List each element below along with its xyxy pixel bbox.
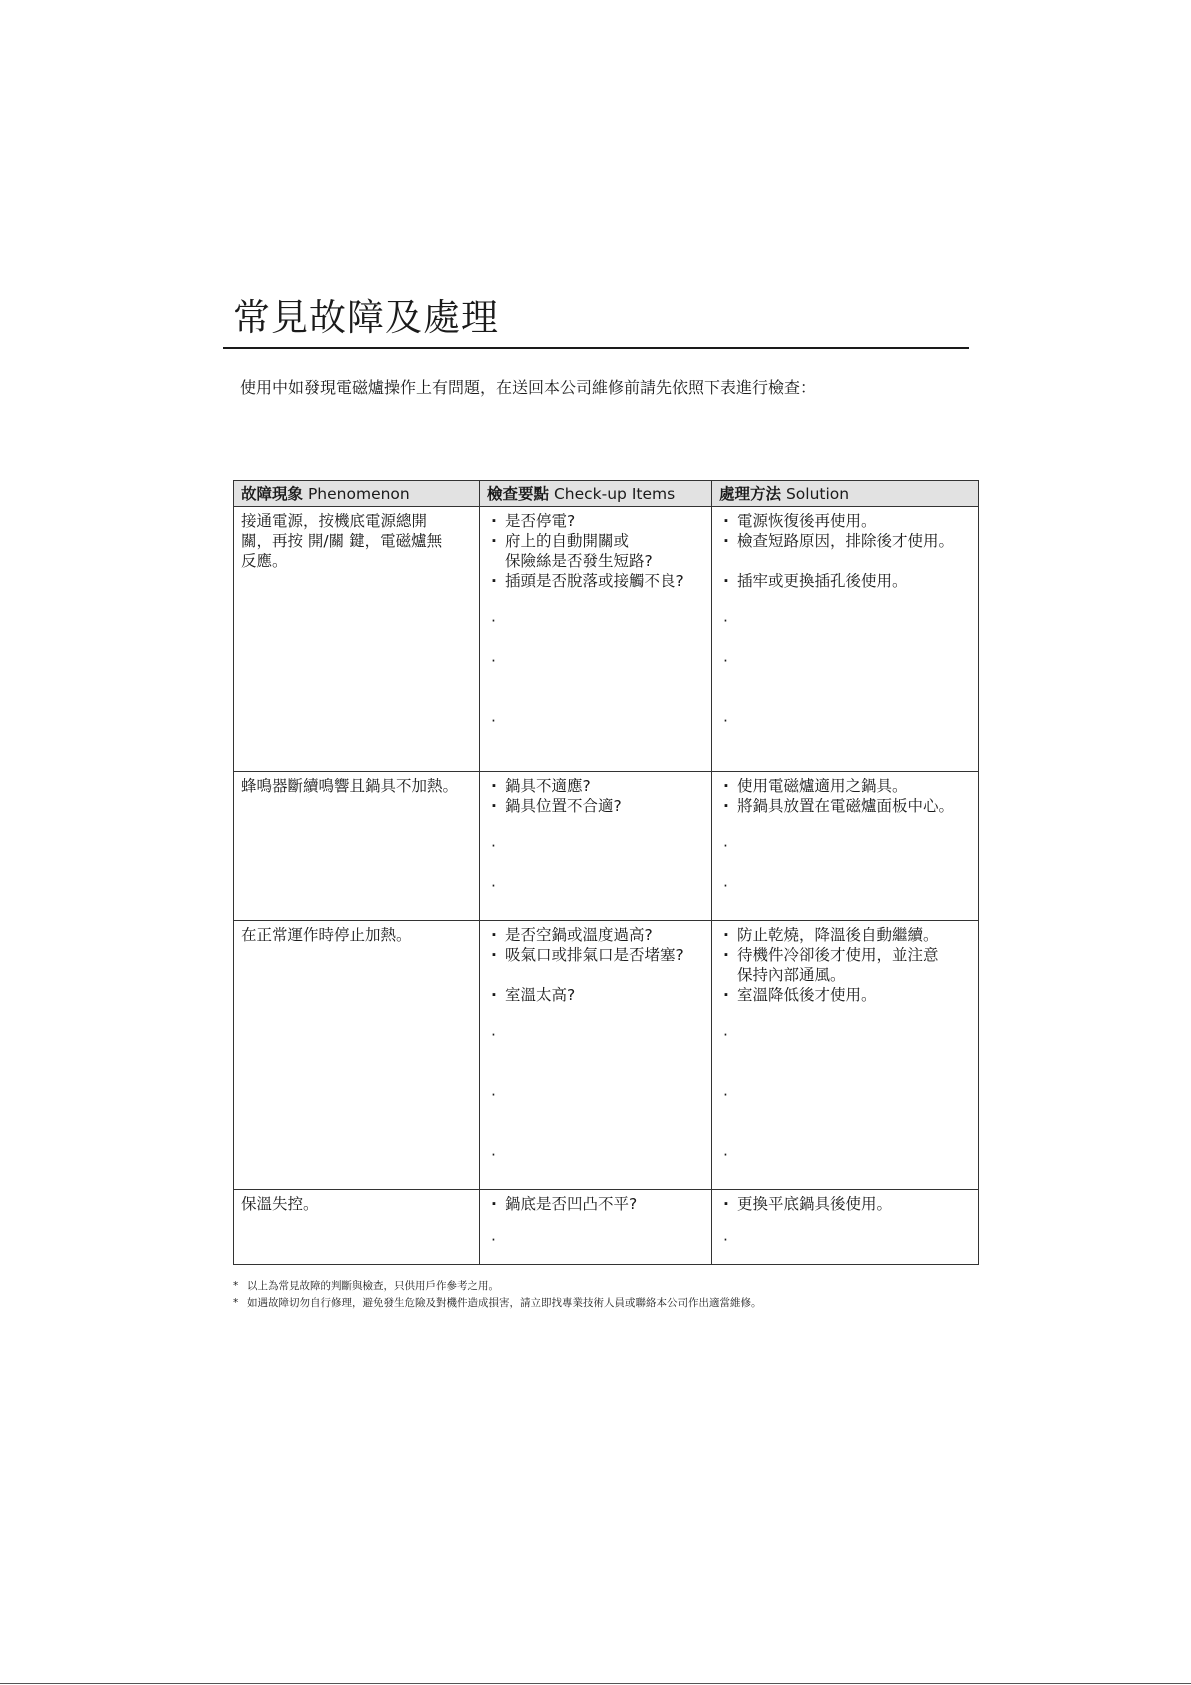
solution-item: · 使用電磁爐適用之鍋具。	[719, 776, 971, 796]
check-items-cell	[480, 921, 712, 1190]
empty-bullet	[487, 836, 704, 856]
empty-bullet	[487, 1145, 704, 1165]
title-divider	[223, 347, 969, 349]
check-item: · 鍋具位置不合適?	[487, 796, 704, 816]
solution-item-line: 保持內部通風。	[737, 966, 846, 984]
empty-bullet	[487, 611, 704, 631]
empty-bullet	[487, 1230, 704, 1250]
empty-bullet	[487, 651, 704, 671]
footnote	[233, 1295, 762, 1312]
check-items-list	[487, 776, 704, 816]
empty-bullet	[487, 1085, 704, 1105]
check-item: · 插頭是否脫落或接觸不良?	[487, 571, 704, 591]
header-solution-zh: 處理方法	[719, 485, 782, 503]
empty-bullet	[719, 611, 971, 631]
phenomenon-text-line: 關，再按 開/關 鍵，電磁爐無	[241, 532, 443, 550]
page-bottom-edge	[0, 1683, 1191, 1684]
header-solution-en: Solution	[785, 485, 850, 503]
empty-bullet	[719, 711, 971, 731]
phenomenon-cell	[234, 921, 480, 1190]
check-items-cell	[480, 507, 712, 772]
solution-item: · 防止乾燒，降溫後自動繼續。	[719, 925, 971, 945]
solution-item: · 將鍋具放置在電磁爐面板中心。	[719, 796, 971, 816]
solution-cell	[712, 507, 979, 772]
phenomenon-text-line: 在正常運作時停止加熱。	[241, 926, 412, 944]
empty-bullet	[487, 876, 704, 896]
header-phenomenon	[234, 481, 480, 507]
solution-item-line: · 待機件冷卻後才使用，並注意	[737, 946, 939, 964]
troubleshooting-table	[233, 480, 979, 1265]
header-check-items	[480, 481, 712, 507]
check-items-cell	[480, 772, 712, 921]
header-check-items-zh: 檢查要點	[487, 485, 550, 503]
phenomenon-text-line: 蜂鳴器斷續鳴響且鍋具不加熱。	[241, 777, 459, 795]
table-row	[234, 921, 979, 1190]
check-item: · 是否空鍋或溫度過高?	[487, 925, 704, 945]
header-phenomenon-en: Phenomenon	[307, 485, 410, 503]
table-row	[234, 507, 979, 772]
empty-bullet	[487, 711, 704, 731]
solution-list	[719, 925, 971, 1005]
solution-item: · 插牢或更換插孔後使用。	[719, 571, 971, 591]
check-item: · 鍋底是否凹凸不平?	[487, 1194, 704, 1214]
header-check-items-en: Check-up Items	[553, 485, 676, 503]
empty-bullet	[719, 1085, 971, 1105]
solution-list	[719, 1194, 971, 1214]
empty-bullet	[719, 876, 971, 896]
solution-item: · 更換平底鍋具後使用。	[719, 1194, 971, 1214]
footnotes	[233, 1278, 762, 1312]
check-item-line: 保險絲是否發生短路?	[505, 552, 653, 570]
solution-cell	[712, 1190, 979, 1265]
solution-cell	[712, 772, 979, 921]
phenomenon-text-line: 反應。	[241, 552, 288, 570]
phenomenon-text-line: 接通電源，按機底電源總開	[241, 512, 428, 530]
empty-bullet	[719, 836, 971, 856]
check-item	[487, 531, 704, 571]
intro-text: 使用中如發現電磁爐操作上有問題，在送回本公司維修前請先依照下表進行檢查：	[240, 378, 817, 397]
solution-cell	[712, 921, 979, 1190]
check-item-line: · 府上的自動開關或	[505, 532, 630, 550]
page-title: 常見故障及處理	[233, 296, 499, 339]
check-item: · 吸氣口或排氣口是否堵塞?	[487, 945, 704, 965]
check-item: · 室溫太高?	[487, 985, 704, 1005]
footnote-text: 以上為常見故障的判斷與檢查，只供用戶作參考之用。	[247, 1280, 499, 1292]
table-header-row	[234, 481, 979, 507]
header-solution	[712, 481, 979, 507]
check-items-cell	[480, 1190, 712, 1265]
phenomenon-cell	[234, 772, 480, 921]
check-items-list	[487, 511, 704, 591]
empty-bullet	[719, 1025, 971, 1045]
solution-list	[719, 511, 971, 591]
empty-bullet	[719, 1145, 971, 1165]
phenomenon-cell	[234, 507, 480, 772]
phenomenon-cell	[234, 1190, 480, 1265]
check-item: · 是否停電?	[487, 511, 704, 531]
empty-bullet	[719, 1230, 971, 1250]
check-items-list	[487, 925, 704, 1005]
solution-item	[719, 945, 971, 985]
solution-item: · 檢查短路原因，排除後才使用。	[719, 531, 971, 551]
footnote	[233, 1278, 762, 1295]
empty-bullet	[719, 651, 971, 671]
footnote-marker: *	[233, 1297, 239, 1309]
check-item: · 鍋具不適應?	[487, 776, 704, 796]
solution-item: · 電源恢復後再使用。	[719, 511, 971, 531]
table-row	[234, 772, 979, 921]
footnote-marker: *	[233, 1280, 239, 1292]
footnote-text: 如遇故障切勿自行修理，避免發生危險及對機件造成損害，請立即找專業技術人員或聯絡本公司作出適當維修。	[247, 1297, 762, 1309]
solution-list	[719, 776, 971, 816]
solution-item: · 室溫降低後才使用。	[719, 985, 971, 1005]
phenomenon-text-line: 保溫失控。	[241, 1195, 319, 1213]
table-row	[234, 1190, 979, 1265]
header-phenomenon-zh: 故障現象	[241, 485, 304, 503]
empty-bullet	[487, 1025, 704, 1045]
check-items-list	[487, 1194, 704, 1214]
